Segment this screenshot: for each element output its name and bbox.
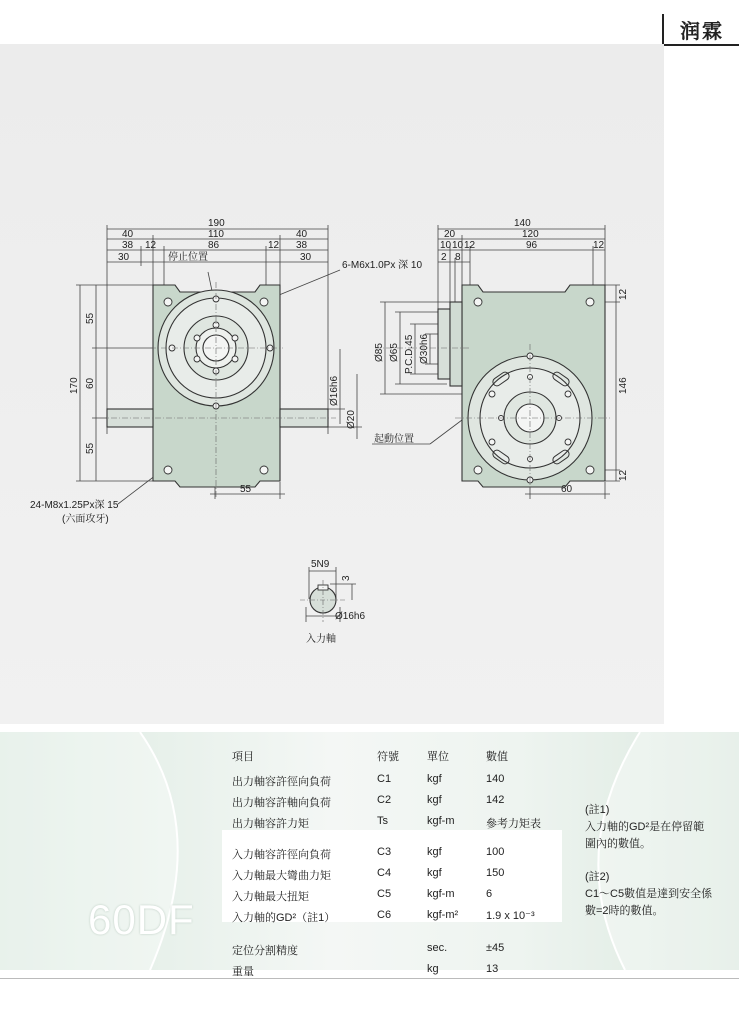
header-unit: 單位 [427,751,449,763]
cell-symbol: C4 [377,867,392,879]
dim-96: 96 [526,240,538,251]
dim-55-bottom: 55 [85,442,96,454]
brand-logo: 润霖 [662,14,739,46]
dim-pcd: P.C.D.45 [404,334,415,374]
six-face-label: (六面攻牙) [62,514,109,525]
cell-value: 150 [486,867,505,879]
cell-unit: kgf-m [427,888,455,900]
dim-30-left: 30 [118,252,130,263]
dim-2: 2 [441,252,447,263]
table-row [222,905,562,926]
tap-holes-label: 6-M6x1.0Px 深 10 [342,260,423,271]
dim-12-a: 12 [145,240,157,251]
cell-value: 140 [486,773,505,785]
header-symbol: 符號 [377,751,399,763]
dim-10-a: 10 [440,240,452,251]
dim-30-right: 30 [300,252,312,263]
technical-drawing [0,44,664,724]
header-value: 數值 [486,751,508,763]
note-1-title: (註1) [585,804,610,816]
cell-item: 入力軸最大扭矩 [232,891,309,903]
cell-value: 13 [486,963,499,975]
keyway-depth: 3 [341,575,352,581]
notes [585,802,715,920]
spec-panel [0,732,739,978]
cell-value: 1.9 x 10⁻³ [486,910,535,922]
cell-item: 入力軸容許徑向負荷 [232,849,331,861]
bottom-holes-label: 24-M8x1.25Px深 15 [30,500,119,511]
cell-value: 參考力矩表 [486,818,541,830]
cell-value: 6 [486,888,493,900]
dim-55-bottom-width: 55 [240,484,252,495]
dim-120: 120 [522,229,539,240]
start-position-label: 起動位置 [374,434,414,445]
table-row [222,863,562,884]
divider [0,978,739,979]
cell-symbol: Ts [377,815,388,827]
cell-symbol: C1 [377,773,392,785]
watermark-model: 60DF [88,896,195,943]
dim-110: 110 [208,229,224,240]
dim-38-left: 38 [122,240,134,251]
dim-8: 8 [455,252,461,263]
header-item: 項目 [232,751,254,763]
key-shaft-dia: Ø16h6 [335,611,366,622]
cell-item: 定位分割精度 [232,945,298,957]
dim-170: 170 [69,377,80,394]
cell-item: 出力軸容許力矩 [232,818,309,830]
cell-symbol: C5 [377,888,392,900]
table-row [222,884,562,905]
table-row [222,959,562,980]
note-2-title: (註2) [585,871,610,883]
cell-unit: kgf [427,794,442,806]
cell-value: 142 [486,794,505,806]
input-shaft-caption: 入力軸 [306,634,336,645]
note-2-text: C1～C5數值是達到安全係數=2時的數值。 [585,888,713,917]
dim-140: 140 [514,218,531,229]
cell-symbol: C6 [377,909,392,921]
dim-shaft-16: Ø16h6 [329,375,340,406]
cell-unit: sec. [427,942,448,954]
table-row [222,842,562,863]
dim-40-right: 40 [296,229,308,240]
dim-146: 146 [618,377,629,394]
dim-40-left: 40 [122,229,134,240]
dim-38-right: 38 [296,240,308,251]
cell-item: 出力軸容許軸向負荷 [232,797,331,809]
cell-symbol: C2 [377,794,392,806]
cell-unit: kgf [427,867,442,879]
dim-12-top: 12 [618,288,629,300]
dim-12-side: 12 [464,240,476,251]
cell-item: 出力軸容許徑向負荷 [232,776,331,788]
dim-d65: Ø65 [389,343,400,362]
dim-10-b: 10 [452,240,464,251]
dim-d30: Ø30h6 [419,333,430,364]
cell-unit: kgf-m² [427,909,459,921]
dim-55-top: 55 [85,312,96,324]
cell-value: ±45 [486,942,505,954]
table-row [222,938,562,959]
cell-value: 100 [486,846,505,858]
dim-190: 190 [208,218,225,229]
dim-12-b: 12 [268,240,280,251]
table-row [222,811,562,832]
table-row [222,790,562,811]
cell-item: 入力軸最大彎曲力矩 [232,870,331,882]
spec-table [222,744,562,980]
keyway-label: 5N9 [311,559,330,570]
dim-86: 86 [208,240,220,251]
cell-unit: kg [427,963,439,975]
cell-unit: kgf [427,773,442,785]
dim-d85: Ø85 [374,343,385,362]
dim-20: 20 [444,229,456,240]
stop-position-label: 停止位置 [168,252,208,263]
dim-60: 60 [85,377,96,389]
dim-12-side-b: 12 [593,240,605,251]
cell-unit: kgf-m [427,815,455,827]
note-1-text: 入力軸的GD²是在停留範圍內的數值。 [585,821,705,850]
cell-item: 重量 [232,966,254,978]
table-header [222,744,562,765]
cell-unit: kgf [427,846,442,858]
table-row [222,769,562,790]
cell-item: 入力軸的GD²（註1） [232,912,336,924]
dim-60-side: 60 [561,484,573,495]
cell-symbol: C3 [377,846,392,858]
dim-12-bottom: 12 [618,469,629,481]
dim-shaft-20: Ø20 [346,410,357,429]
